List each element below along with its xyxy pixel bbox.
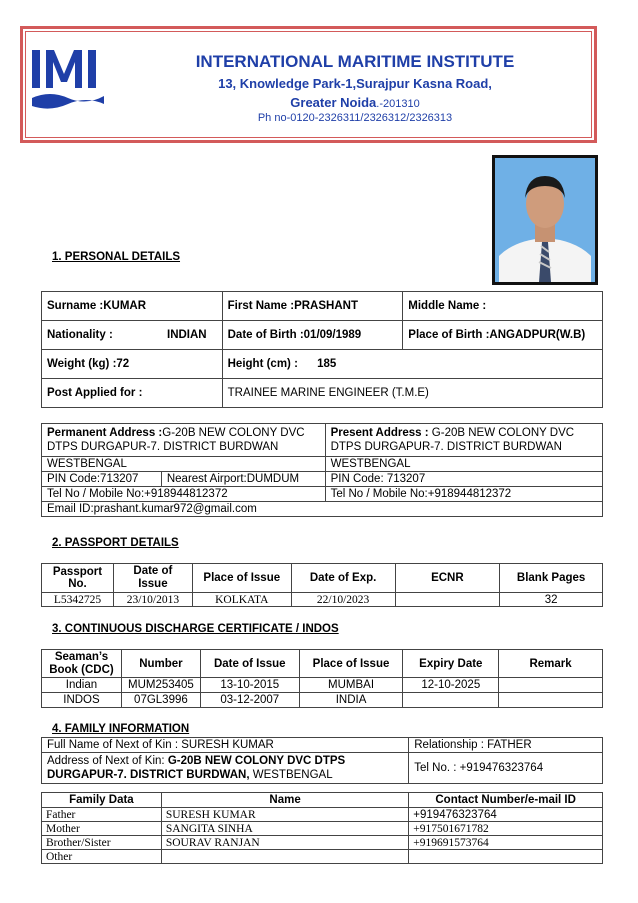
dob-cell: Date of Birth :01/09/1989: [222, 321, 403, 350]
header-place-of-issue: Place of Issue: [192, 564, 291, 593]
family-relation: Brother/Sister: [42, 836, 162, 850]
family-contact: +919691573764: [409, 836, 603, 850]
table-row: [42, 292, 603, 321]
family-data-table: [41, 792, 603, 864]
table-row: [42, 457, 603, 472]
cdc-expiry: 12-10-2025: [403, 678, 499, 693]
nok-tel: Tel No. : +919476323764: [409, 753, 603, 784]
org-pin: .-201310: [376, 98, 420, 110]
indos-number: 07GL3996: [121, 693, 200, 708]
nok-address: [42, 753, 409, 784]
present-pin: PIN Code: 713207: [325, 472, 602, 487]
table-row: [42, 321, 603, 350]
org-name: INTERNATIONAL MARITIME INSTITUTE: [195, 52, 515, 71]
first-name-cell: First Name :PRASHANT: [222, 292, 403, 321]
cdc-type: Indian: [42, 678, 122, 693]
header-place-of-issue: Place of Issue: [299, 650, 403, 678]
family-name: SOURAV RANJAN: [161, 836, 408, 850]
cdc-place: MUMBAI: [299, 678, 403, 693]
passport-no: L5342725: [42, 593, 114, 607]
family-relation: Father: [42, 808, 162, 822]
family-contact: +919476323764: [409, 808, 603, 822]
cdc-table: [41, 649, 603, 708]
table-row: [42, 822, 603, 836]
nationality-label: Nationality :: [47, 329, 113, 341]
cdc-number: MUM253405: [121, 678, 200, 693]
family-contact: [409, 850, 603, 864]
section-title-personal: 1. PERSONAL DETAILS: [52, 251, 181, 263]
header-date-of-exp: Date of Exp.: [291, 564, 395, 593]
table-header-row: [42, 650, 603, 678]
passport-blank-pages: 32: [500, 593, 603, 607]
indos-type: INDOS: [42, 693, 122, 708]
present-address-label: Present Address :: [330, 427, 429, 439]
table-row: [42, 502, 603, 517]
permanent-address-label: Permanent Address :: [47, 427, 163, 439]
table-row: [42, 593, 603, 607]
table-row: [42, 753, 603, 784]
portrait-image: [495, 158, 595, 282]
permanent-address-cell: [42, 424, 326, 457]
table-row: [42, 472, 603, 487]
passport-exp-date: 22/10/2023: [291, 593, 395, 607]
org-address-line2: [110, 95, 600, 110]
table-row: [42, 678, 603, 693]
imi-logo: [30, 46, 106, 114]
header-date-of-issue: Date of Issue: [113, 564, 192, 593]
table-row: [42, 738, 603, 753]
header-date-of-issue: Date of Issue: [200, 650, 299, 678]
permanent-pin: PIN Code:713207: [42, 472, 162, 487]
table-row: [42, 693, 603, 708]
post-label: Post Applied for :: [42, 379, 223, 408]
table-row: [42, 350, 603, 379]
header-contact: Contact Number/e-mail ID: [409, 793, 603, 808]
next-of-kin-table: [41, 737, 603, 784]
permanent-tel: Tel No / Mobile No:+918944812372: [42, 487, 326, 502]
nok-relationship: Relationship : FATHER: [409, 738, 603, 753]
present-tel: Tel No / Mobile No:+918944812372: [325, 487, 602, 502]
header-name: Name: [161, 793, 408, 808]
personal-details-table: [41, 291, 603, 408]
nearest-airport: Nearest Airport:DUMDUM: [161, 472, 325, 487]
passport-ecnr: [395, 593, 500, 607]
height-value: 185: [317, 358, 337, 370]
nationality-cell: [42, 321, 223, 350]
family-name: [161, 850, 408, 864]
org-address-line1: 13, Knowledge Park-1,Surajpur Kasna Road,: [218, 76, 492, 91]
indos-issue-date: 03-12-2007: [200, 693, 299, 708]
address-table: [41, 423, 603, 517]
family-name: SURESH KUMAR: [161, 808, 408, 822]
surname-cell: Surname :KUMAR: [42, 292, 223, 321]
passport-table: [41, 563, 603, 607]
indos-place: INDIA: [299, 693, 403, 708]
nok-name: Full Name of Next of Kin : SURESH KUMAR: [42, 738, 409, 753]
header-remark: Remark: [499, 650, 603, 678]
family-name: SANGITA SINHA: [161, 822, 408, 836]
header-expiry-date: Expiry Date: [403, 650, 499, 678]
org-city: Greater Noida: [290, 95, 377, 110]
section-title-family: 4. FAMILY INFORMATION: [52, 723, 190, 735]
section-title-cdc: 3. CONTINUOUS DISCHARGE CERTIFICATE / INDOS: [52, 623, 339, 635]
table-header-row: [42, 793, 603, 808]
nok-address-state: WESTBENGAL: [249, 769, 333, 781]
post-value: TRAINEE MARINE ENGINEER (T.M.E): [222, 379, 602, 408]
applicant-photo: [492, 155, 598, 285]
weight-cell: Weight (kg) :72: [42, 350, 223, 379]
family-relation: Mother: [42, 822, 162, 836]
table-row: [42, 808, 603, 822]
header-ecnr: ECNR: [395, 564, 500, 593]
indos-remark: [499, 693, 603, 708]
passport-place: KOLKATA: [192, 593, 291, 607]
present-address-cell: [325, 424, 602, 457]
permanent-address-value: G-20B NEW COLONY DVC DTPS DURGAPUR-7. DISTRICT BURDWAN: [47, 427, 305, 453]
header-blank-pages: Blank Pages: [500, 564, 603, 593]
nok-address-value: G-20B NEW COLONY DVC DTPS DURGAPUR-7. DISTRICT BURDWAN,: [47, 755, 346, 781]
header-number: Number: [121, 650, 200, 678]
email-cell: Email ID:prashant.kumar972@gmail.com: [42, 502, 603, 517]
cdc-issue-date: 13-10-2015: [200, 678, 299, 693]
present-address-value: G-20B NEW COLONY DVC DTPS DURGAPUR-7. DISTRICT BURDWAN: [330, 427, 575, 453]
org-phone: Ph no-0120-2326311/2326312/2326313: [257, 112, 453, 124]
cdc-remark: [499, 678, 603, 693]
table-header-row: [42, 564, 603, 593]
family-relation: Other: [42, 850, 162, 864]
height-label: Height (cm) :: [227, 358, 298, 370]
table-row: [42, 850, 603, 864]
table-row: [42, 379, 603, 408]
passport-issue-date: 23/10/2013: [113, 593, 192, 607]
table-row: [42, 487, 603, 502]
header-family-data: Family Data: [42, 793, 162, 808]
nok-address-label: Address of Next of Kin:: [47, 755, 168, 767]
middle-name-cell: Middle Name :: [403, 292, 603, 321]
permanent-state: WESTBENGAL: [42, 457, 326, 472]
nationality-value: INDIAN: [167, 329, 207, 341]
pob-cell: Place of Birth :ANGADPUR(W.B): [403, 321, 603, 350]
table-row: [42, 424, 603, 457]
table-row: [42, 836, 603, 850]
family-contact: +917501671782: [409, 822, 603, 836]
section-title-passport: 2. PASSPORT DETAILS: [52, 537, 179, 549]
indos-expiry: [403, 693, 499, 708]
header-seamans-book: Seaman’s Book (CDC): [42, 650, 122, 678]
height-cell: [222, 350, 602, 379]
present-state: WESTBENGAL: [325, 457, 602, 472]
header-passport-no: Passport No.: [42, 564, 114, 593]
